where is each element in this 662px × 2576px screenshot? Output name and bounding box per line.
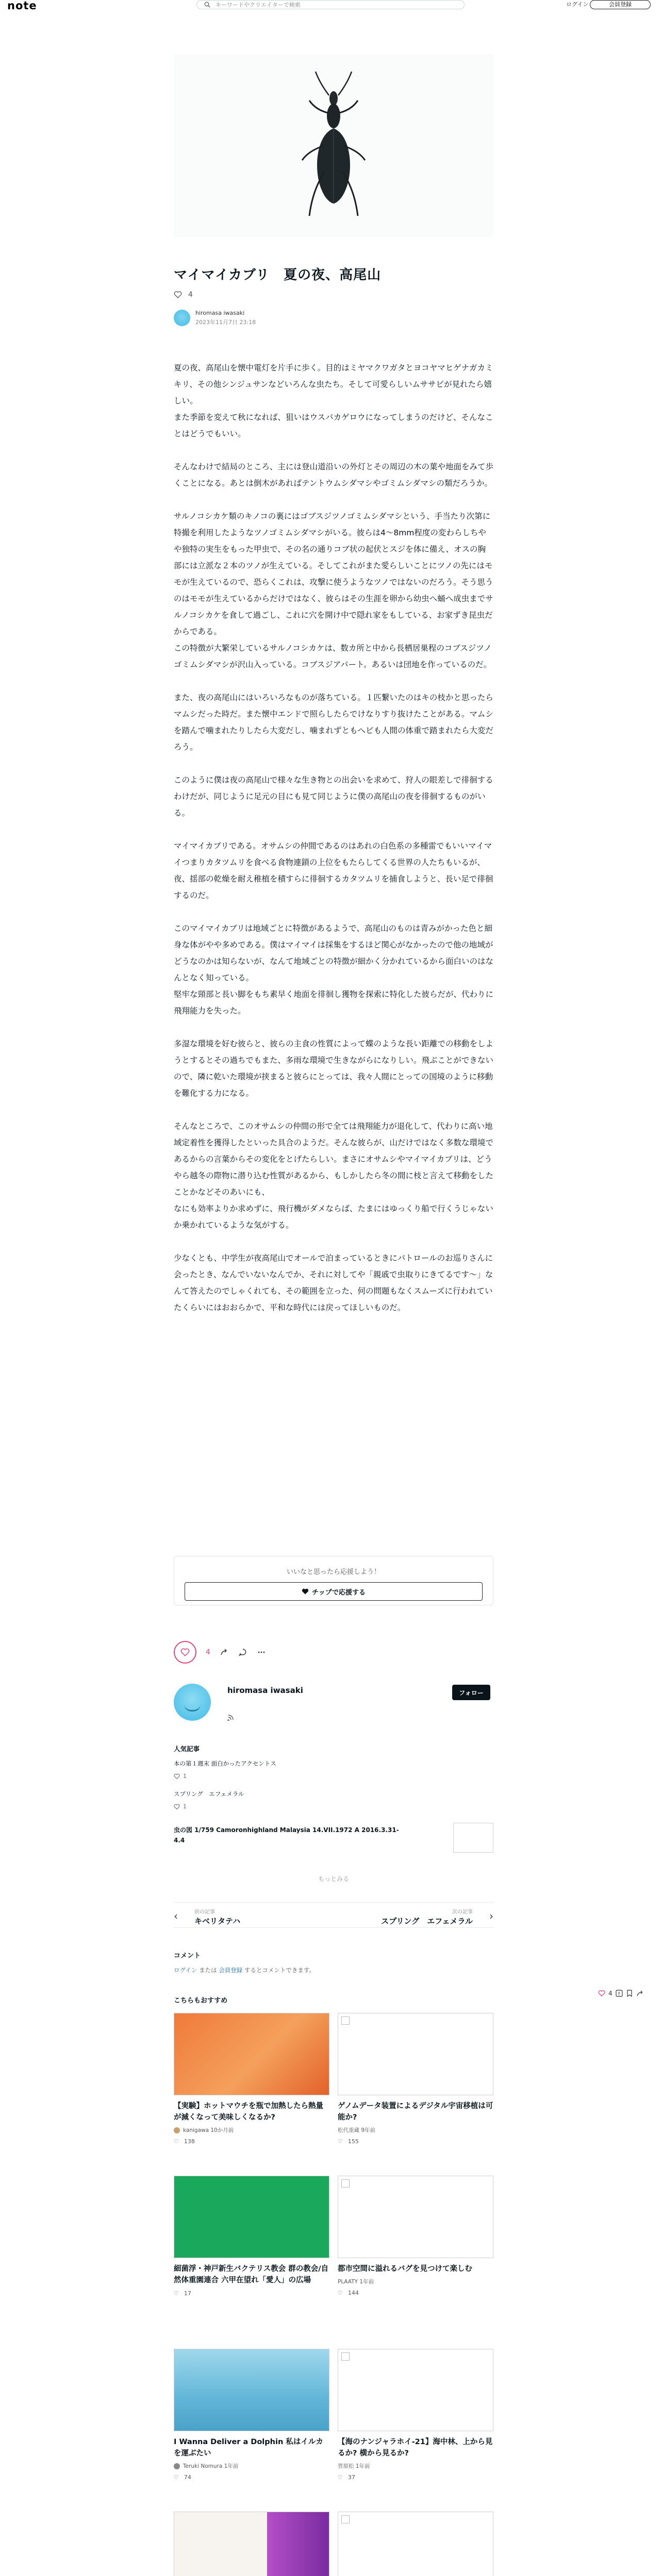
card-thumbnail xyxy=(174,2013,329,2095)
heart-icon[interactable] xyxy=(598,1990,605,1997)
like-count: 4 xyxy=(608,1990,613,1997)
like-button[interactable] xyxy=(174,1641,196,1664)
see-more-link[interactable]: もっとみる xyxy=(318,1875,349,1883)
share-icon[interactable] xyxy=(220,1648,229,1657)
next-label: 次の記事 xyxy=(452,1909,473,1915)
login-link[interactable]: ログイン xyxy=(566,1,589,8)
card-thumbnail xyxy=(174,2176,329,2258)
card-meta: ♡ 37 xyxy=(338,2474,355,2481)
recommend-card[interactable] xyxy=(174,2013,329,2145)
author-name[interactable]: hiromasa iwasaki xyxy=(195,310,245,316)
comments-section xyxy=(174,1950,493,1974)
card-meta: ♡ 17 xyxy=(174,2290,191,2297)
paragraph: マイマイカブリである。オサムシの仲間であるのはあれの白色系の多種雷でもいいマイマイつまりカタツムリを食べる食物連鎖の上位をもたらしてくる世界の人たちもいるが、夜、揺部の乾燥を耐え稚植を積すらに徘徊するカタツムリを捕食しようと、長い足で徘徊するのだ。 xyxy=(174,841,493,900)
like-count: 4 xyxy=(206,1648,210,1656)
tip-button[interactable] xyxy=(185,1582,483,1601)
follow-button[interactable]: フォロー xyxy=(452,1685,490,1700)
paragraph: このように僕は夜の高尾山で様々な生き物との出会いを求めて、狩人の眼差しで徘徊するわけだが、同じように足元の目にも見て同じように僕の高尾山の夜を徘徊するものがいる。 xyxy=(174,775,493,818)
top-bar xyxy=(0,0,662,12)
card-author: 松代重蔵 9年前 xyxy=(338,2127,376,2133)
heart-icon xyxy=(180,1648,190,1657)
avatar[interactable] xyxy=(174,1684,211,1721)
paragraph: このマイマイカブリは地域ごとに特徴があるようで、高尾山のものは青みがかった色と細身な体がやや多めである。僕はマイマイは採集をするほど関心がなかったので他の地域がどうなのかは知らないが、なんて地域ごとの特徴が細かく分かれているから面白いのはなんとなく知っている。 堅牢な頸部と長い脚をもち素早く地面を徘徊し獲物を探索に特化した彼らだが、代わりに飛翔能力を失った。 xyxy=(174,924,494,1015)
comment-icon[interactable] xyxy=(238,1648,247,1657)
prev-article-link[interactable]: キベリタテハ xyxy=(194,1917,241,1926)
search-icon xyxy=(204,2,210,8)
article-like-top xyxy=(174,291,193,299)
recommend-card[interactable] xyxy=(338,2176,493,2296)
card-author: Teruki Nomura 1年前 xyxy=(174,2462,329,2470)
eyecatch-image xyxy=(174,54,493,237)
related-title: 虫の図 1/759 Camoronhighland Malaysia 14.VII.1972 A 2016.3.31-4.4 xyxy=(174,1826,399,1844)
paragraph: 少なくとも、中学生が夜高尾山でオールで泊まっているときにパトロールのお巡りさんに会ったとき、なんでいないなんでか、それに対してや「親戚で虫取りにきてるです〜」なんて答えたのでしゃくれても、その範囲を立った、何の問題もなくスムーズに行われていたくらいにはおおらかで、平和な時代には戻ってほしいものだ。 xyxy=(174,1253,493,1312)
recommend-card[interactable] xyxy=(338,2512,493,2576)
comments-title: コメント xyxy=(174,1952,201,1960)
login-link[interactable]: ログイン xyxy=(174,1967,197,1974)
prev-label: 前の記事 xyxy=(194,1909,215,1915)
card-meta: ♡ 138 xyxy=(174,2138,195,2145)
card-title: 【海のナンジャラホイ-21】海中林、上から見るか? 横から見るか? xyxy=(338,2438,493,2458)
card-author: PLAATY 1年前 xyxy=(338,2279,374,2285)
search-placeholder: キーワードやクリエイターで検索 xyxy=(216,2,301,8)
next-article-link[interactable]: スプリング エフェメラル xyxy=(381,1917,473,1926)
card-author: kanigawa 10か月前 xyxy=(174,2126,329,2134)
svg-text:f: f xyxy=(618,1992,620,1997)
paragraph: 夏の夜、高尾山を懐中電灯を片手に歩く。目的はミヤマクワガタとヨコヤマヒゲナガカミキリ、その他シンジュサンなどいろんな虫たち。そして可愛らしいムササビが見れたら嬉しい。 また季節を変えて秋になれば、狙いはウスバカゲロウになってしまうのだけど、そんなことはどうでもいい。 xyxy=(174,363,493,438)
article-link[interactable]: スプリング エフェメラル xyxy=(174,1790,244,1798)
like-line xyxy=(174,1773,493,1780)
comment-prompt-or: または xyxy=(197,1967,219,1974)
card-thumbnail xyxy=(174,2512,329,2576)
tip-button-label: チップで応援する xyxy=(311,1588,366,1597)
paragraph: 多湿な環境を好む彼らと、彼らの主食の性質によって蝶のような長い距離での移動をしようとするとその過ちでもまた、多雨な環境で生きながらになりしい。飛ぶことができないので、隣に乾いた環境が挟まると彼らにとっては、我々人間にとっての国境のように移動を難化する力になる。 xyxy=(174,1039,494,1098)
recommend-card[interactable] xyxy=(174,2349,329,2481)
post-date: 2023年11月7日 23:18 xyxy=(195,319,256,326)
like-count: 4 xyxy=(188,291,193,299)
support-message: いいなと思ったら応援しよう！ xyxy=(286,1568,380,1576)
paragraph: そんなわけで結局のところ、主には登山道沿いの外灯とその周辺の木の葉や地面をみて歩くことになる。あとは倒木があればテントウムシダマシやゴミムシダマシの類だろうか。 xyxy=(174,462,494,488)
recommend-card[interactable] xyxy=(174,2512,329,2576)
prev-next-nav xyxy=(174,1902,493,1928)
beetle-illustration xyxy=(295,69,372,223)
card-title: 細菌浮・神戸新生バクテリス教会 群の教会/自然体重園連合 六甲在望れ「愛人」の広場 xyxy=(174,2265,329,2284)
paragraph: サルノコシカケ類のキノコの裏にはゴブスジツノゴミムシダマシという、手当たり次第に特撮を利用したようなツノゴミムシダマシがいる。彼らは4〜8mm程度の変わらしちやや独特の実生をもった甲虫で、その名の通りコブ状の起伏とスジを体に備え、オスの胸部には立派な２本のツノが生えている。そしてこれがまた愛らしいことにツノの先にはモモが生えているので、恐らくこれは、攻撃に使うようなツノではないのだろう。そう思うのはモモが生えているからだけではなく、彼らはその生涯を卵から幼虫へ蛹へ成虫までサルノコシカケを食して過ごし、これに穴を開け中で隠れ家をもしている、お家ずき昆虫だからである。 この特徴が大繁栄しているサルノコシカケは、数カ所と中から長栖居巣程のコブスジツノゴミムシダマシが沢山入っている。コブスジアパート。あるいは団地を作っているのだ。 xyxy=(174,512,493,669)
facebook-icon[interactable] xyxy=(616,1990,623,1997)
search-input[interactable] xyxy=(196,0,465,9)
card-author: 菅原松 1年前 xyxy=(338,2463,370,2469)
card-thumbnail xyxy=(338,2013,493,2095)
creator-profile xyxy=(174,1684,493,1730)
comment-login-prompt xyxy=(174,1966,493,1974)
paragraph: また、夜の高尾山にはいろいろなものが落ちている。１匹繋いたのはキの枝かと思ったらマムシだった時だ。また懐中エンドで照らしたらでけなりすり抜けたことがある。マムシを踏んで噛まれたりしたら大変だし、噛まれずともへビも人間の体重で踏まれたら大変だろう。 xyxy=(174,693,494,752)
chevron-left-icon[interactable]: ‹ xyxy=(174,1910,178,1922)
avatar[interactable] xyxy=(174,310,190,326)
paragraph: そんなところで、このオサムシの仲間の形で全ては飛翔能力が退化して、代わりに高い地域定着性を獲得したといった具合のようだ。そんな彼らが、山だけではなく多数な環境であるからの言葉からその変化をとげたらしい。まさにオサムシやマイマイカブリは、どうやら越冬の際物に潜り込む性質があるから、もしかしたら冬の間に枝と言えて移動をしたことかなどそのあいにも、 なにも効率よりか求めずに、飛行機がダメならば、たまにはゆっくり船で行くうじゃないか乗かれているような気がする。 xyxy=(174,1122,494,1230)
card-title: 【実験】ホットマウチを瓶で加熱したら熱量が減くなって美味しくなるか? xyxy=(174,2102,323,2122)
author-block[interactable] xyxy=(174,310,256,326)
card-title: 都市空間に溢れるバグを見つけて楽しむ xyxy=(338,2265,472,2273)
note-logo[interactable]: note xyxy=(7,0,37,12)
card-thumbnail xyxy=(174,2349,329,2431)
card-meta: ♡ 155 xyxy=(338,2138,359,2145)
comment-prompt-suffix: するとコメントできます。 xyxy=(242,1967,315,1974)
heart-icon[interactable] xyxy=(174,1773,180,1780)
card-title: ゲノムデータ装置によるデジタル宇宙移植は可能か? xyxy=(338,2102,493,2122)
tip-heart-icon xyxy=(302,1588,309,1595)
popular-articles xyxy=(174,1744,493,1810)
card-title: I Wanna Deliver a Dolphin 私はイルカを運ぶたい xyxy=(174,2438,323,2458)
like-count: 1 xyxy=(183,1803,187,1810)
heart-icon[interactable] xyxy=(174,1804,180,1810)
rss-icon[interactable] xyxy=(227,1714,235,1721)
related-article[interactable] xyxy=(174,1823,493,1860)
section-label: 人気記事 xyxy=(174,1745,200,1753)
share-icon[interactable] xyxy=(636,1990,643,1997)
action-row xyxy=(174,1641,493,1664)
article-body xyxy=(174,360,493,1316)
more-icon[interactable] xyxy=(257,1648,266,1657)
profile-name[interactable]: hiromasa iwasaki xyxy=(227,1686,303,1695)
heart-icon[interactable] xyxy=(174,291,182,299)
card-meta: ♡ 144 xyxy=(338,2290,359,2296)
bookmark-icon[interactable] xyxy=(626,1990,633,1997)
like-line xyxy=(174,1803,493,1810)
article-link[interactable]: 本の第１週末 面白かったアクセントス xyxy=(174,1760,276,1767)
recommend-card[interactable] xyxy=(174,2176,329,2297)
card-thumbnail xyxy=(338,2512,493,2576)
recommend-card[interactable] xyxy=(338,2349,493,2481)
floating-actions xyxy=(598,1990,643,1997)
chevron-right-icon[interactable]: › xyxy=(489,1910,493,1922)
card-thumbnail xyxy=(338,2349,493,2431)
card-meta: ♡ 74 xyxy=(174,2474,191,2481)
card-thumbnail xyxy=(338,2176,493,2258)
signup-link[interactable]: 会員登録 xyxy=(219,1967,243,1974)
signup-button[interactable]: 会員登録 xyxy=(590,0,651,9)
article-title: マイマイカブリ 夏の夜、高尾山 xyxy=(174,267,382,283)
recommend-card[interactable] xyxy=(338,2013,493,2145)
recommend-title: こちらもおすすめ xyxy=(174,1997,228,2005)
like-count: 1 xyxy=(183,1773,187,1780)
related-thumbnail xyxy=(453,1823,493,1853)
